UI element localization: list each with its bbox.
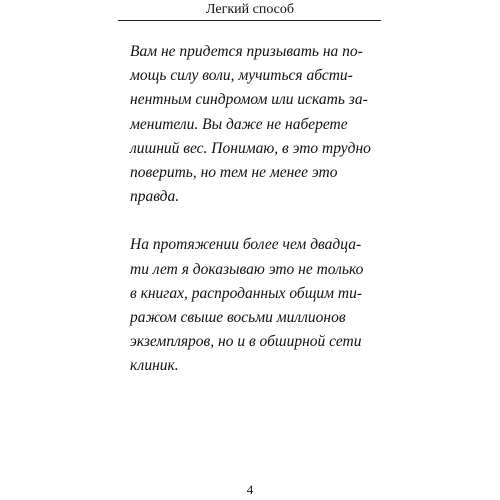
text-line: менители. Вы даже не наберете (130, 115, 348, 133)
text-line: лишний вес. Понимаю, в это трудно (130, 139, 371, 157)
text-line: клиник. (130, 357, 179, 375)
text-line: ти лет я доказываю это не только (130, 260, 364, 278)
text-line: поверить, но тем не менее это (130, 164, 338, 182)
text-line: мощь силу воли, мучиться абсти- (130, 67, 353, 85)
text-line: нентным синдромом или искать за- (130, 91, 368, 109)
paragraph-1 (130, 40, 390, 209)
body-text (130, 40, 390, 379)
page-number: 4 (246, 482, 254, 497)
text-line: экземпляров, но и в обширной сети (130, 333, 362, 351)
paragraph-2 (130, 233, 390, 378)
text-line: ражом свыше восьми миллионов (130, 309, 346, 327)
text-line: Вам не придется призывать на по- (130, 43, 363, 60)
header-rule (118, 20, 381, 21)
text-line: На протяжении более чем двадца- (130, 236, 362, 254)
text-line: в книгах, распроданных общим ти- (130, 284, 363, 302)
running-header: Легкий способ (205, 2, 295, 17)
text-line: правда. (130, 188, 180, 206)
